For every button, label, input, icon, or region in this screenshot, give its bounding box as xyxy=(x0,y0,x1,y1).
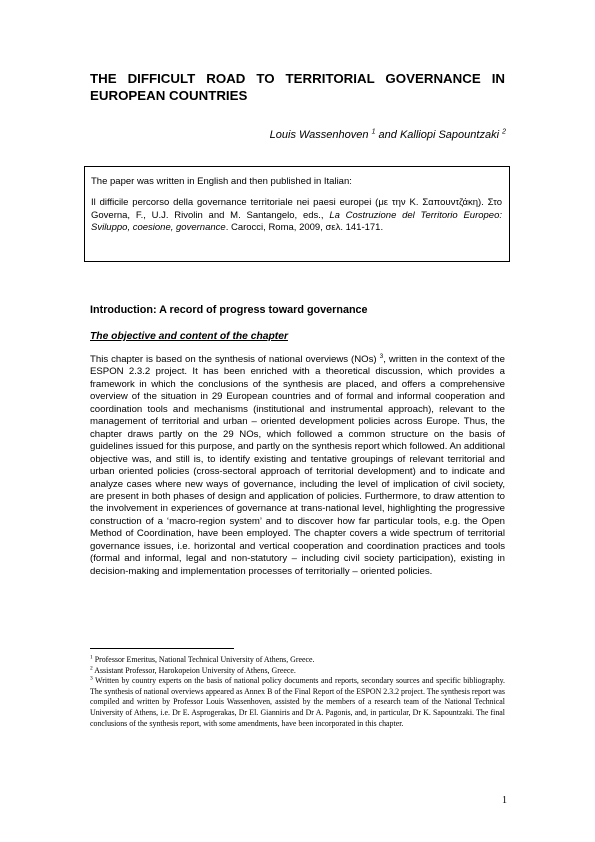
body-paragraph xyxy=(90,354,505,578)
publication-note-box xyxy=(84,166,510,262)
footnotes xyxy=(90,655,505,729)
subsection-heading: The objective and content of the chapter xyxy=(90,331,288,342)
author-joiner: and xyxy=(375,129,400,141)
footnote-divider xyxy=(90,648,234,649)
affiliation-mark: 1 xyxy=(371,128,376,136)
paragraph-text: , written in the context of the ESPON 2.3.2 project. It has been enriched with a theoretical discussion, which provides a framework in which the conclusions of the synthesis are placed, and offers a comprehensive overview of the situation in 29 European countries and of formal and informal cooperation and coordination tools and mechanisms (institutional and instrumental approach), relevant to the management of territorial and urban – oriented development policies across Europe. Thus, the chapter draws partly on the 29 NOs, which followed a common structure on the basis of guidelines issued for this purpose, and partly on the synthesis report which followed. An additional objective was, and still is, to identify existing and tentative groupings of relevant territorial and urban oriented policies (cross-sectoral approach of territorial development) and to indicate and analyze cases where new ways of governance, including the level of implication of civil society, are present in both phases of design and application of policies. Furthermore, to draw attention to the involvement in experiences of governance at trans-national level, highlighting the progressive construction of a ‘macro-region system’ and to discover how far particular tools, e.g. the Open Method of Coordination, have been employed. The chapter covers a wide spectrum of territorial governance issues, i.e. horizontal and vertical cooperation and coordination practices and tools (formal and informal, legal and non-statutory – including civil society participation), existing in decision-making and implementation processes of territorially – oriented policies. xyxy=(90,354,505,577)
footnote-text: Professor Emeritus, National Technical University of Athens, Greece. xyxy=(92,655,315,664)
footnote-ref: 3 xyxy=(379,352,384,360)
author-line xyxy=(270,128,506,142)
footnote-item xyxy=(90,655,505,666)
footnote-mark: 1 xyxy=(90,654,93,661)
page-number: 1 xyxy=(502,795,507,806)
paper-title: THE DIFFICULT ROAD TO TERRITORIAL GOVERNANCE IN EUROPEAN COUNTRIES xyxy=(90,71,505,103)
citation-text: Il difficile percorso della governance territoriale nei paesi europei (με την Κ. Σαπουντζάκη). Στο Governa, F., U.J. Rivolin and M. Santangelo, eds., xyxy=(91,197,502,221)
paragraph-text: This chapter is based on the synthesis of national overviews (NOs) xyxy=(90,354,380,365)
publication-note: The paper was written in English and then published in Italian: xyxy=(91,176,352,187)
author-name: Kalliopi Sapountzaki xyxy=(399,129,500,141)
footnote-mark: 3 xyxy=(90,675,93,682)
citation-publisher: . Carocci, Roma, 2009, σελ. 141-171. xyxy=(225,222,384,234)
affiliation-mark: 2 xyxy=(502,128,506,136)
author-name: Louis Wassenhoven xyxy=(269,129,369,141)
publication-citation xyxy=(91,197,502,234)
footnote-text: Written by country experts on the basis of national policy documents and reports, secondary sources and specific bibliography. The synthesis of national overviews appeared as Annex B of the Final Report of the ESPON 2.3.2 project. The synthesis report was compiled and written by Professor Louis Wassenhoven, assisted by the members of a research team of the National Technical University of Athens, i.e. Dr E. Asprogerakas, Dr El. Gianniris and Dr A. Pagonis, and, in particular, Dr K. Sapountzaki. The final conclusions of the synthesis report, with some amendments, have been incorporated in this chapter. xyxy=(90,676,505,728)
section-heading: Introduction: A record of progress toward governance xyxy=(90,304,368,316)
footnote-text: Assistant Professor, Harokopeion University of Athens, Greece. xyxy=(92,665,296,675)
footnote-item xyxy=(90,676,505,729)
footnote-item xyxy=(90,666,505,677)
citation-book-title: La Costruzione del Territorio Europeo: Sviluppo, coesione, governance xyxy=(91,209,503,234)
footnote-mark: 2 xyxy=(90,664,93,671)
